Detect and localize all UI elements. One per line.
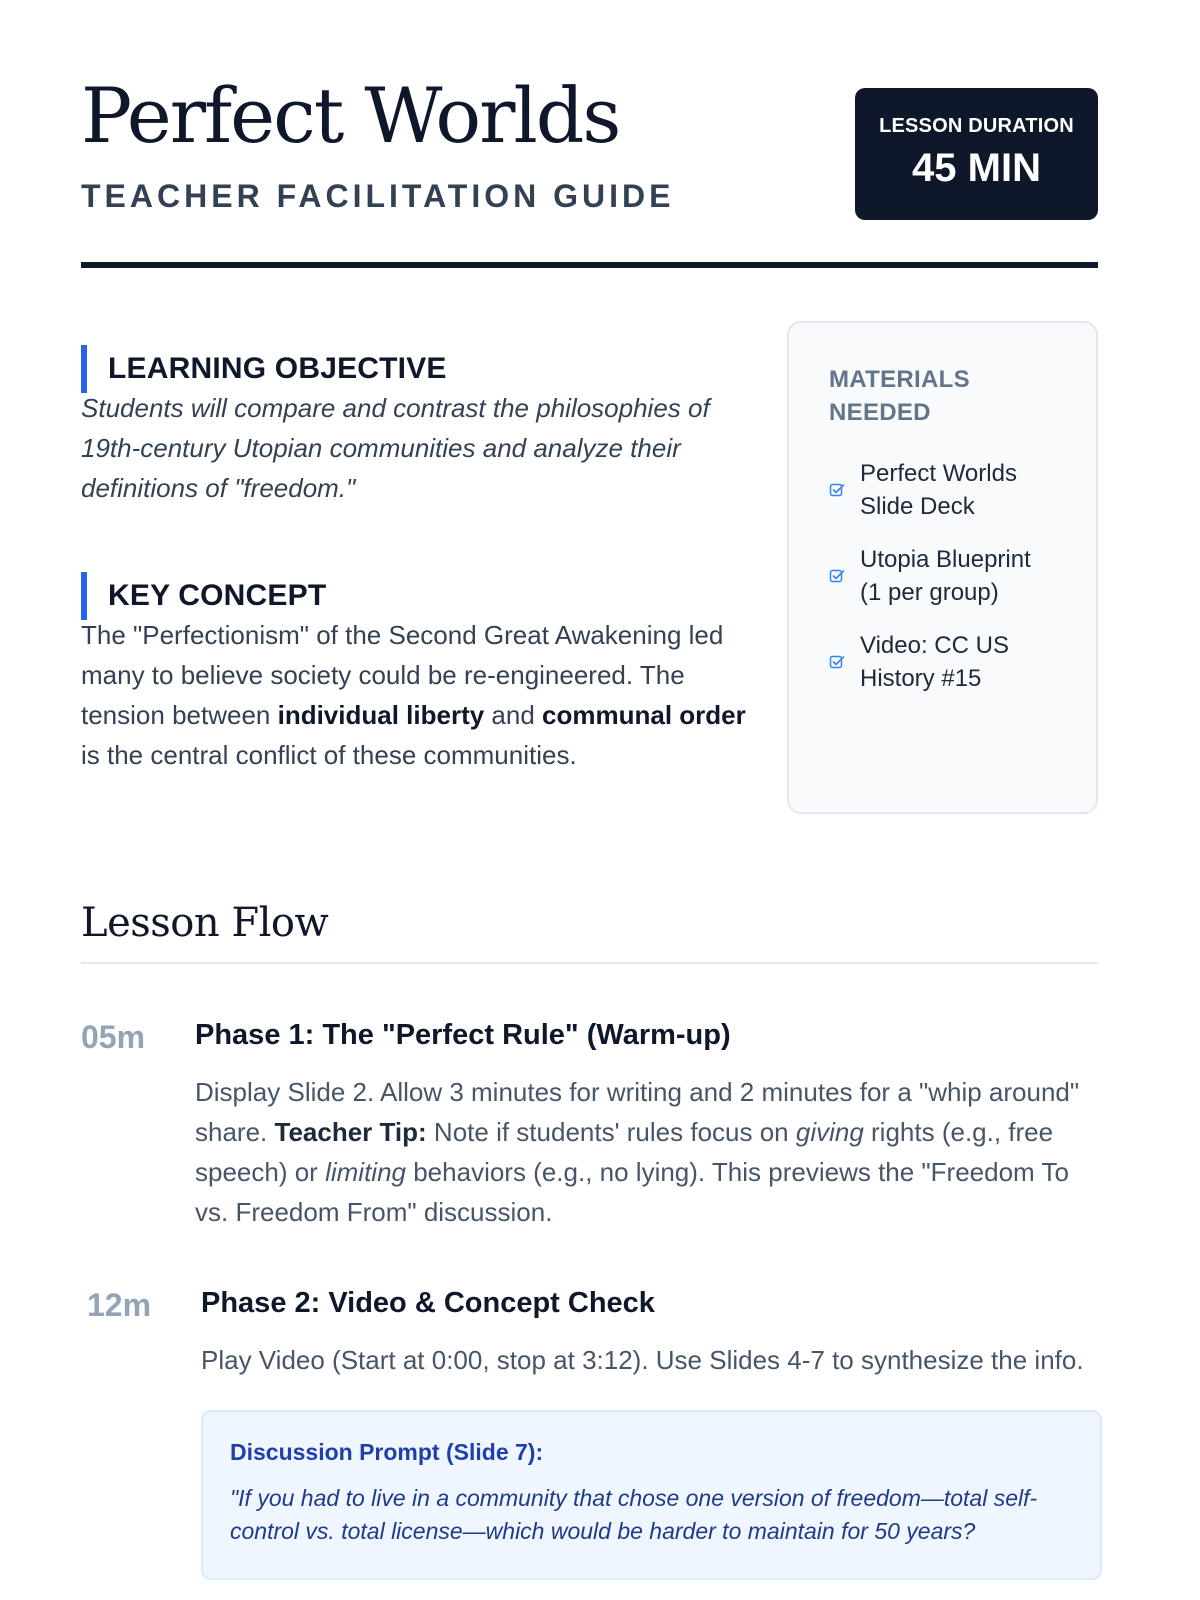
discussion-prompt-text: "If you had to live in a community that chose one version of freedom—total self-control vs. total license—which would be harder to maintain for 50 years? (230, 1485, 1038, 1544)
emphasis-term: limiting (325, 1157, 406, 1187)
checkbox-icon (829, 654, 845, 670)
discussion-prompt-box (201, 1410, 1102, 1580)
material-label: Utopia Blueprint (1 per group) (860, 546, 1031, 606)
discussion-prompt-title: Discussion Prompt (Slide 7): (230, 1439, 544, 1465)
teacher-tip-label: Teacher Tip: (274, 1117, 427, 1147)
list-item (829, 457, 1066, 523)
phase-description: Play Video (Start at 0:00, stop at 3:12). Use Slides 4-7 to synthesize the info. (201, 1345, 1084, 1375)
page-header (81, 0, 1098, 268)
phase-time: 05m (81, 1019, 146, 1055)
phase-title: Phase 2: Video & Concept Check (201, 1287, 655, 1319)
phase-text-part: Display Slide 2. Allow 3 minutes for writing and 2 minutes for a "whip around" share. (195, 1077, 1080, 1147)
phase-text-part: Note if students' rules focus on (426, 1117, 796, 1147)
learning-objective-text: Students will compare and contrast the philosophies of 19th-century Utopian communities and analyze their definitions of "freedom." (81, 393, 710, 503)
emphasis-term: giving (795, 1117, 864, 1147)
key-concept-bold-term: communal order (542, 700, 746, 730)
key-concept-text-part: and (484, 700, 543, 730)
phase-title: Phase 1: The "Perfect Rule" (Warm-up) (195, 1019, 731, 1051)
phase-body (201, 1284, 1100, 1580)
list-item (829, 543, 1066, 609)
duration-label: LESSON DURATION (879, 115, 1074, 137)
lesson-flow-heading: Lesson Flow (81, 898, 1098, 964)
page-subtitle: TEACHER FACILITATION GUIDE (81, 178, 675, 214)
key-concept-bold-term: individual liberty (277, 700, 485, 730)
learning-objective-heading: LEARNING OBJECTIVE (81, 345, 447, 393)
materials-title: MATERIALS NEEDED (829, 366, 970, 426)
checkbox-icon (829, 568, 845, 584)
key-concept-text-part: is the central conflict of these communities. (81, 740, 577, 770)
material-label: Perfect Worlds Slide Deck (860, 460, 1017, 520)
material-label: Video: CC US History #15 (860, 632, 1009, 692)
key-concept-text (81, 615, 761, 775)
phase-time: 12m (87, 1287, 152, 1323)
intro-section (81, 268, 1098, 858)
phase-description (195, 1072, 1100, 1232)
key-concept-heading: KEY CONCEPT (81, 572, 326, 620)
phase-text-part: behaviors (e.g., no lying). This previews the "Freedom To vs. Freedom From" discussion. (195, 1157, 1069, 1227)
phase-text-part: rights (e.g., free speech) or (195, 1117, 1054, 1187)
page-title: Perfect Worlds (81, 71, 620, 160)
key-concept-text-part: The "Perfectionism" of the Second Great Awakening led many to believe society could be re-engineered. The tension between (81, 620, 724, 730)
duration-value: 45 MIN (912, 146, 1041, 190)
phase-body (195, 1016, 1100, 1232)
lesson-duration-badge (855, 88, 1098, 220)
list-item (829, 629, 1066, 695)
checkbox-icon (829, 482, 845, 498)
materials-panel (787, 321, 1098, 814)
materials-list (829, 457, 1066, 695)
